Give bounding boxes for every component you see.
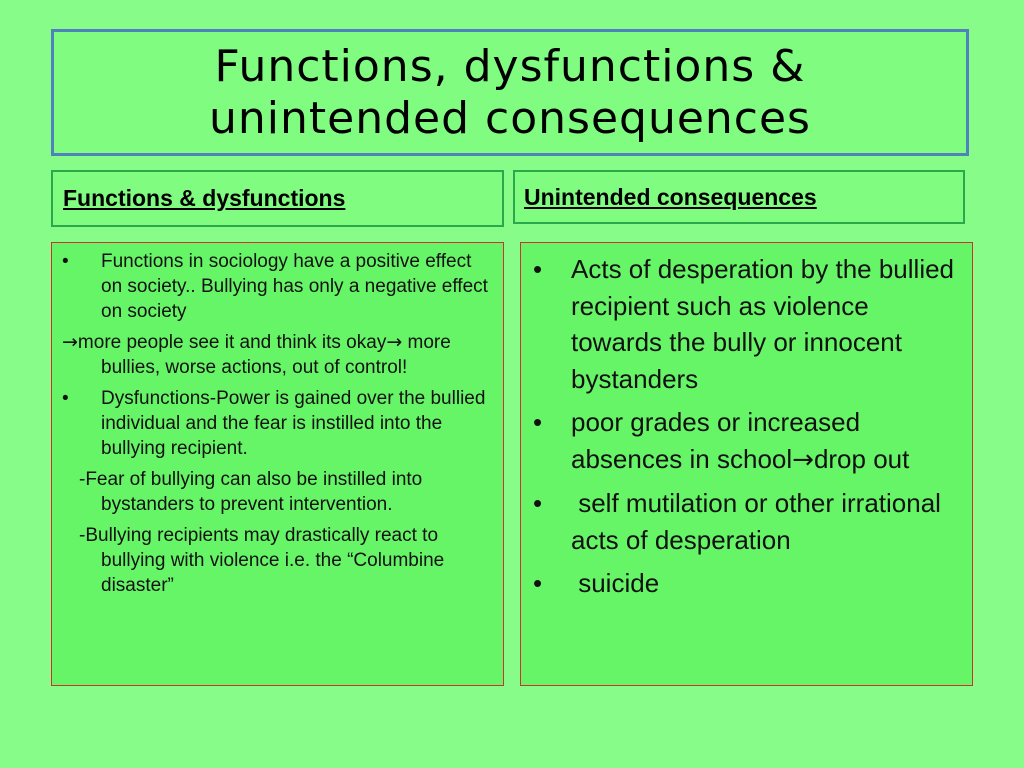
list-item-text: -Fear of bullying can also be instilled into bystanders to prevent intervention. bbox=[79, 469, 423, 515]
list-item-text: self mutilation or other irrational acts of desperation bbox=[571, 488, 941, 555]
list-item bbox=[533, 251, 960, 397]
title-line-1: Functions, dysfunctions & bbox=[214, 40, 806, 92]
list-item-text: -Bullying recipients may drastically react to bullying with violence i.e. the “Columbine disaster” bbox=[79, 525, 445, 596]
list-item bbox=[62, 523, 493, 598]
title-line-2: unintended consequences bbox=[209, 92, 811, 144]
functions-content bbox=[51, 242, 504, 686]
list-item-text: poor grades or increased absences in school bbox=[571, 407, 861, 474]
bullet: • bbox=[533, 488, 543, 518]
functions-heading: Functions & dysfunctions bbox=[63, 185, 346, 211]
bullet: • bbox=[533, 568, 543, 598]
list-item bbox=[533, 565, 960, 602]
list-item-text: suicide bbox=[571, 568, 660, 598]
list-item-text: drop out bbox=[813, 443, 910, 474]
list-item bbox=[62, 249, 493, 324]
list-item bbox=[62, 467, 493, 517]
bullet: • bbox=[533, 254, 543, 284]
consequences-content bbox=[520, 242, 973, 686]
consequences-heading-box bbox=[513, 170, 965, 224]
list-item-text: Dysfunctions-Power is gained over the bullied individual and the fear is instilled into the bullying recipient. bbox=[101, 388, 486, 459]
bullet: • bbox=[533, 407, 543, 437]
bullet: • bbox=[62, 388, 69, 409]
list-item bbox=[533, 404, 960, 478]
list-item bbox=[533, 485, 960, 558]
arrow-right-icon: → bbox=[386, 331, 403, 353]
arrow-right-icon: → bbox=[792, 444, 814, 475]
list-item bbox=[62, 386, 493, 461]
consequences-heading: Unintended consequences bbox=[524, 183, 817, 210]
arrow-right-icon: → bbox=[62, 331, 78, 353]
list-item-text: more people see it and think its okay bbox=[77, 332, 387, 353]
slide-title bbox=[51, 29, 969, 156]
list-item-text: more bullies, worse actions, out of control! bbox=[101, 332, 451, 378]
bullet: • bbox=[62, 251, 69, 272]
list-item bbox=[62, 330, 493, 380]
list-item-text: Acts of desperation by the bullied recipient such as violence towards the bully or innocent bystanders bbox=[571, 254, 955, 394]
functions-heading-box bbox=[51, 170, 504, 227]
list-item-text: Functions in sociology have a positive effect on society.. Bullying has only a negative effect on society bbox=[101, 251, 488, 322]
